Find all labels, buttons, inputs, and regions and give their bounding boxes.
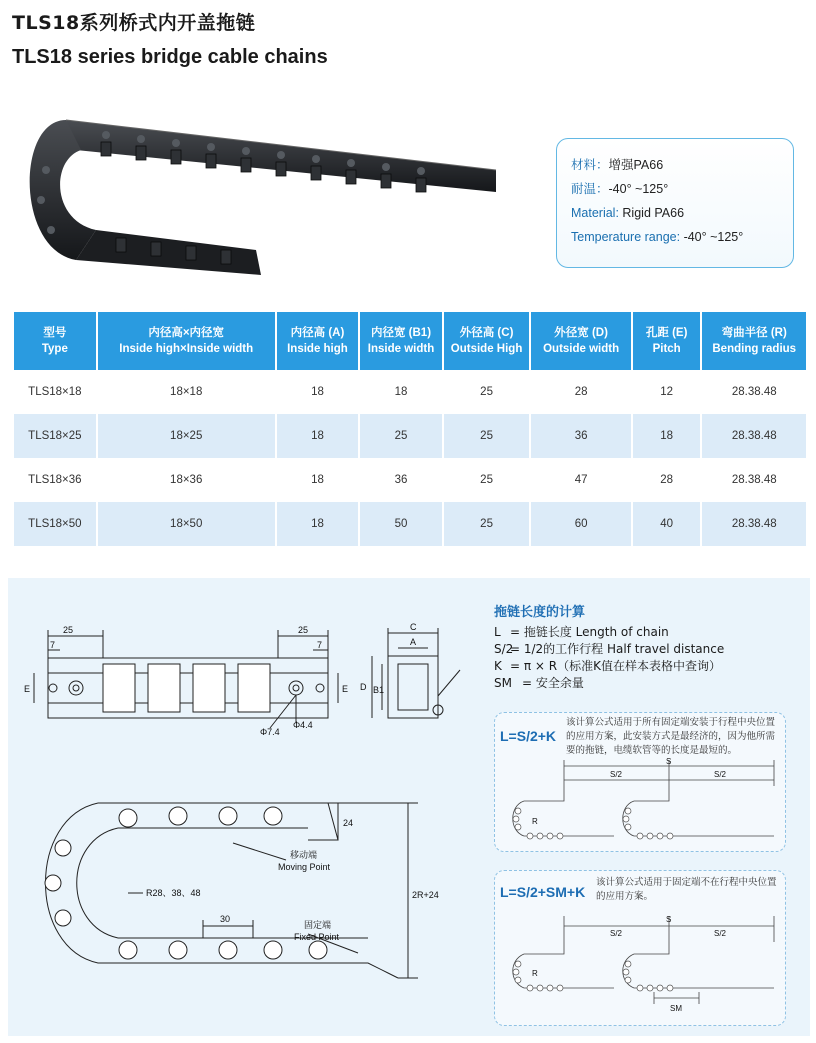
th-type: 型号 Type — [14, 312, 96, 370]
formula-1-diagram — [494, 756, 786, 852]
th-pitch: 孔距 (E) Pitch — [633, 312, 701, 370]
fixed-en: Fixed Point — [294, 932, 340, 942]
temp-cn-label: 耐温： — [571, 182, 609, 196]
material-cn-value: 增强PA66 — [608, 158, 664, 172]
formula-2: L=S/2+SM+K — [500, 884, 586, 900]
material-spec-box — [556, 138, 794, 268]
cable-chain-photo — [6, 80, 506, 310]
cell: 25 — [480, 474, 493, 486]
material-cn-label: 材料： — [571, 158, 609, 172]
cell: 25 — [360, 414, 442, 458]
cell: TLS18×25 — [14, 414, 96, 458]
cell: TLS18×50 — [14, 502, 96, 546]
cell: 28.38.48 — [731, 386, 777, 398]
dim-25-left: 25 — [62, 625, 74, 635]
dim-25-right: 25 — [297, 625, 309, 635]
calc-line: SM = 安全余量 — [494, 676, 584, 690]
hole-44-label: Φ4.4 — [293, 720, 313, 730]
cell: TLS18×36 — [28, 474, 82, 486]
formula-1: L=S/2+K — [500, 728, 557, 744]
calc-line: S/2 = 1/2的工作行程 Half travel distance — [494, 642, 725, 656]
cell: 28.38.48 — [702, 414, 806, 458]
f1-s: S — [666, 757, 672, 766]
cell: 18 — [277, 502, 359, 546]
th-bending-radius: 弯曲半径 (R) Bending radius — [702, 312, 806, 370]
material-en-label: Material: — [571, 206, 623, 220]
calc-line: K = π × R（标准K值在样本表格中查询） — [494, 659, 721, 673]
cell: 18 — [311, 474, 324, 486]
table-row — [14, 502, 806, 546]
dim-b1: B1 — [373, 685, 385, 695]
cell: 18 — [633, 414, 701, 458]
table-row — [14, 458, 806, 502]
th-outside-width: 外径宽 (D) Outside width — [531, 312, 630, 370]
th-inside-width: 内径宽 (B1) Inside width — [360, 312, 442, 370]
f2-s2b: S/2 — [714, 929, 727, 938]
formula-2-diagram — [494, 912, 786, 1022]
cell: 36 — [531, 414, 630, 458]
cell: 18 — [394, 386, 408, 398]
moving-en: Moving Point — [278, 862, 331, 872]
cell: 18 — [277, 414, 359, 458]
cell: 47 — [574, 474, 588, 486]
dim-7-right: 7 — [317, 640, 323, 650]
table-header-row — [14, 312, 806, 370]
f1-s2a: S/2 — [610, 770, 623, 779]
cell: 25 — [480, 386, 493, 398]
page-title-en: TLS18 series bridge cable chains — [12, 46, 328, 68]
th-inside-size: 内径高×内径宽 Inside high×Inside width — [98, 312, 275, 370]
cell: 18 — [311, 386, 324, 398]
cell: 50 — [360, 502, 442, 546]
f2-sm: SM — [670, 1004, 682, 1013]
cell: 28.38.48 — [702, 502, 806, 546]
dim-a: A — [410, 637, 417, 647]
chain-length-calc — [494, 604, 724, 692]
f1-s2b: S/2 — [714, 770, 727, 779]
radius-label: R28、38、48 — [146, 888, 201, 898]
th-inside-high: 内径高 (A) Inside high — [277, 312, 359, 370]
cell: 28 — [574, 386, 588, 398]
page-title-cn: TLS18系列桥式内开盖拖链 — [12, 12, 256, 34]
cell: 25 — [444, 502, 530, 546]
temp-en-label: Temperature range: — [571, 230, 684, 244]
material-en-value: Rigid PA66 — [622, 206, 685, 220]
temp-cn-value: -40° ~125° — [608, 182, 669, 196]
table-row — [14, 370, 806, 414]
cell: TLS18×18 — [28, 386, 82, 398]
cell: 36 — [394, 474, 408, 486]
f2-r: R — [532, 969, 538, 978]
cell: 18×25 — [98, 414, 275, 458]
dim-7-left: 7 — [50, 640, 56, 650]
dim-2r24: 2R+24 — [412, 890, 439, 900]
cell: 18×36 — [170, 474, 203, 486]
dim-30: 30 — [220, 914, 231, 924]
dim-c: C — [410, 622, 417, 632]
hole-74-label: Φ7.4 — [260, 727, 280, 737]
dim-24: 24 — [343, 818, 354, 828]
cell: 18×50 — [98, 502, 275, 546]
f2-s2a: S/2 — [610, 929, 623, 938]
cell: 18×18 — [170, 386, 203, 398]
cell: 25 — [444, 414, 530, 458]
f1-r: R — [532, 817, 538, 826]
dim-e-left: E — [24, 684, 31, 694]
formula-2-note: 该计算公式适用于固定端不在行程中央位置的应用方案。 — [596, 877, 777, 902]
calc-heading: 拖链长度的计算 — [494, 605, 586, 620]
spec-table — [12, 312, 808, 546]
dim-e-right: E — [342, 684, 349, 694]
table-row — [14, 414, 806, 458]
calc-line: L = 拖链长度 Length of chain — [494, 625, 669, 639]
dim-d: D — [360, 682, 367, 692]
th-outside-high: 外径高 (C) Outside High — [444, 312, 530, 370]
cell: 28.38.48 — [731, 474, 777, 486]
cell: 40 — [633, 502, 701, 546]
cell: 28 — [660, 474, 674, 486]
cell: 12 — [660, 386, 674, 398]
temp-en-value: -40° ~125° — [683, 230, 744, 244]
formula-1-note: 该计算公式适用于所有固定端安装于行程中央位置的应用方案，此安装方式是最经济的，因为他所需要的拖链，电缆软管等的长度是最短的。 — [566, 717, 776, 756]
f2-s: S — [666, 915, 672, 924]
technical-drawing — [8, 578, 488, 1036]
cell: 60 — [531, 502, 630, 546]
fixed-cn: 固定端 — [304, 920, 332, 930]
moving-cn: 移动端 — [290, 850, 318, 860]
